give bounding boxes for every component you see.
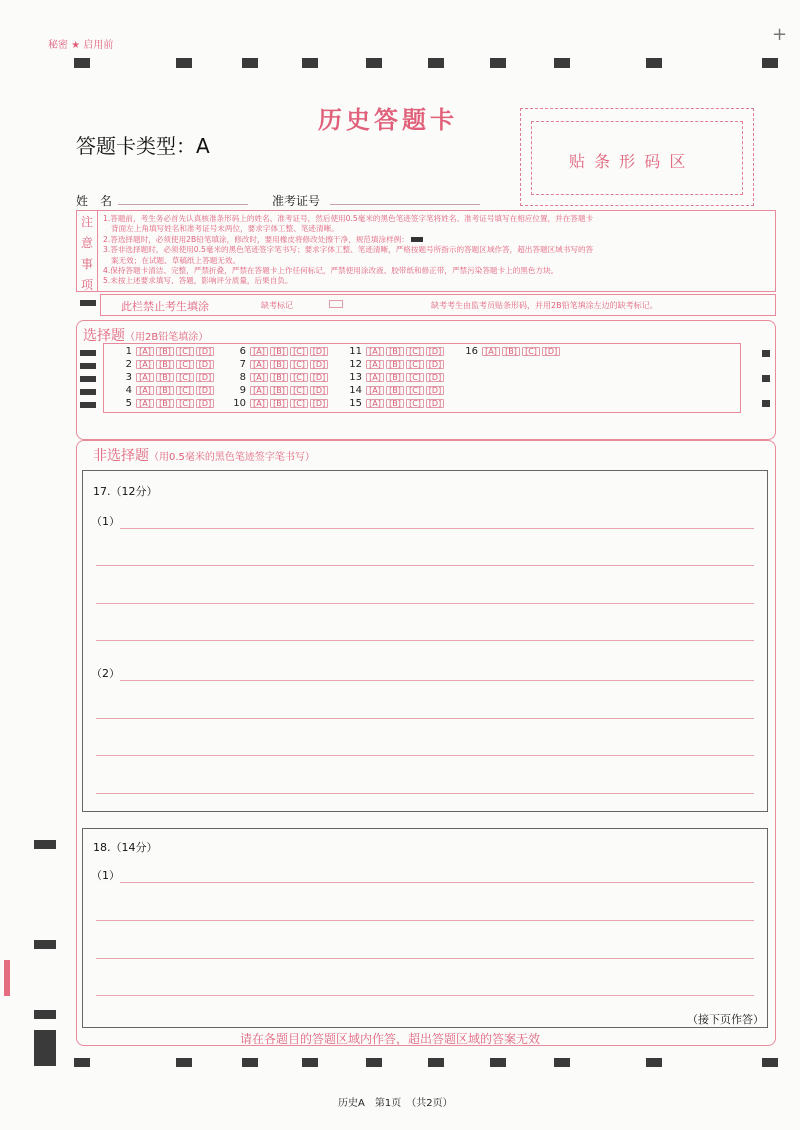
answer-line[interactable] <box>96 995 754 996</box>
timing-mark <box>366 1058 382 1067</box>
answer-line[interactable] <box>96 920 754 921</box>
choice-question-13 <box>348 372 446 383</box>
timing-mark <box>80 389 96 395</box>
notice-line: 案无效；在试题、草稿纸上答题无效。 <box>111 255 241 265</box>
option-bubble-d[interactable]: [D] <box>196 360 214 369</box>
answer-line[interactable] <box>120 528 754 529</box>
choice-question-12 <box>348 359 446 370</box>
question-number: 4 <box>125 385 132 396</box>
option-bubble-d[interactable]: [D] <box>542 347 560 356</box>
q18-label: 18.（14分） <box>93 841 158 854</box>
option-bubble-d[interactable]: [D] <box>426 360 444 369</box>
question-number: 8 <box>239 372 246 383</box>
timing-mark <box>554 1058 570 1067</box>
timing-mark <box>428 58 444 68</box>
question-number: 12 <box>349 359 362 370</box>
timing-mark <box>762 1058 778 1067</box>
timing-mark <box>80 376 96 382</box>
timing-mark <box>80 402 96 408</box>
crosshair-icon: + <box>772 24 788 45</box>
timing-mark <box>80 300 96 306</box>
option-bubble-c[interactable]: [C] <box>406 347 424 356</box>
choice-question-5 <box>118 398 216 409</box>
choice-question-8 <box>232 372 330 383</box>
answer-line[interactable] <box>96 793 754 794</box>
option-bubble-c[interactable]: [C] <box>522 347 540 356</box>
question-number: 16 <box>465 346 478 357</box>
q17-label: 17.（12分） <box>93 485 158 498</box>
timing-mark <box>762 58 778 68</box>
option-bubble-a[interactable]: [A] <box>136 373 154 382</box>
prohibit-label: 此栏禁止考生填涂 <box>121 300 209 313</box>
question-number: 11 <box>349 346 362 357</box>
option-bubble-a[interactable]: [A] <box>250 386 268 395</box>
id-label: 准考证号 <box>272 194 321 208</box>
absent-note: 缺考考生由监考员贴条形码，并用2B铅笔填涂左边的缺考标记。 <box>431 301 658 310</box>
question-number: 14 <box>349 385 362 396</box>
timing-mark <box>762 350 770 357</box>
option-bubble-d[interactable]: [D] <box>426 399 444 408</box>
timing-mark <box>34 1010 56 1019</box>
answer-line[interactable] <box>120 882 754 883</box>
timing-mark <box>428 1058 444 1067</box>
question-number: 5 <box>125 398 132 409</box>
timing-mark <box>34 940 56 949</box>
option-bubble-c[interactable]: [C] <box>290 360 308 369</box>
question-number: 3 <box>125 372 132 383</box>
option-bubble-c[interactable]: [C] <box>290 347 308 356</box>
option-bubble-d[interactable]: [D] <box>310 360 328 369</box>
notice-line: 1.答题前，考生务必首先认真核准条形码上的姓名、准考证号，然后使用0.5毫米的黑色笔迹签字笔将姓名、准考证号填写在相应位置，并在答题卡 <box>103 214 594 223</box>
answer-line[interactable] <box>96 640 754 641</box>
absent-row <box>100 294 776 316</box>
option-bubble-a[interactable]: [A] <box>136 347 154 356</box>
timing-mark <box>242 1058 258 1067</box>
option-bubble-c[interactable]: [C] <box>176 360 194 369</box>
q17-part1: （1） <box>91 515 120 528</box>
option-bubble-b[interactable]: [B] <box>270 399 288 408</box>
timing-mark <box>366 58 382 68</box>
question-number: 2 <box>125 359 132 370</box>
option-bubble-c[interactable]: [C] <box>406 360 424 369</box>
notice-lines <box>103 214 593 287</box>
timing-mark <box>34 840 56 849</box>
option-bubble-a[interactable]: [A] <box>136 386 154 395</box>
option-bubble-a[interactable]: [A] <box>366 360 384 369</box>
option-bubble-a[interactable]: [A] <box>482 347 500 356</box>
notice-side: 注 意 事 项 <box>77 211 98 291</box>
choice-question-4 <box>118 385 216 396</box>
option-bubble-b[interactable]: [B] <box>386 360 404 369</box>
choice-question-11 <box>348 346 446 357</box>
notice-box <box>76 210 776 292</box>
option-bubble-d[interactable]: [D] <box>196 386 214 395</box>
option-bubble-c[interactable]: [C] <box>406 373 424 382</box>
timing-mark <box>176 1058 192 1067</box>
timing-mark <box>242 58 258 68</box>
option-bubble-d[interactable]: [D] <box>426 347 444 356</box>
option-bubble-a[interactable]: [A] <box>136 360 154 369</box>
answer-line[interactable] <box>96 958 754 959</box>
option-bubble-b[interactable]: [B] <box>502 347 520 356</box>
option-bubble-c[interactable]: [C] <box>176 347 194 356</box>
option-bubble-d[interactable]: [D] <box>310 373 328 382</box>
option-bubble-c[interactable]: [C] <box>290 386 308 395</box>
option-bubble-b[interactable]: [B] <box>270 360 288 369</box>
choice-question-16 <box>464 346 562 357</box>
option-bubble-a[interactable]: [A] <box>366 373 384 382</box>
timing-mark <box>762 400 770 407</box>
timing-mark <box>762 375 770 382</box>
card-title: 历史答题卡 <box>318 105 458 134</box>
question-number: 9 <box>239 385 246 396</box>
option-bubble-a[interactable]: [A] <box>366 386 384 395</box>
timing-mark <box>34 1030 56 1066</box>
option-bubble-a[interactable]: [A] <box>136 399 154 408</box>
option-bubble-d[interactable]: [D] <box>310 399 328 408</box>
page-number: 历史A 第1页 （共2页） <box>338 1098 453 1109</box>
choice-question-3 <box>118 372 216 383</box>
choice-question-1 <box>118 346 216 357</box>
footer-warning: 请在各题目的答题区域内作答，超出答题区域的答案无效 <box>240 1032 541 1046</box>
question-number: 6 <box>239 346 246 357</box>
option-bubble-a[interactable]: [A] <box>366 347 384 356</box>
option-bubble-c[interactable]: [C] <box>176 399 194 408</box>
choice-question-15 <box>348 398 446 409</box>
option-bubble-b[interactable]: [B] <box>270 373 288 382</box>
timing-mark <box>490 58 506 68</box>
choice-question-6 <box>232 346 330 357</box>
timing-mark <box>490 1058 506 1067</box>
question-number: 1 <box>125 346 132 357</box>
notice-line: 3.答非选择题时，必须使用0.5毫米的黑色笔迹签字笔书写；要求字体工整、笔迹清晰，严格按题号所指示的答题区域作答，超出答题区域书写的答 <box>103 245 594 255</box>
choice-title: 选择题（用2B铅笔填涂） <box>83 328 209 344</box>
choice-question-7 <box>232 359 330 370</box>
question-number: 7 <box>239 359 246 370</box>
option-bubble-b[interactable]: [B] <box>386 386 404 395</box>
option-bubble-d[interactable]: [D] <box>196 399 214 408</box>
answer-line[interactable] <box>96 565 754 566</box>
q17-part2: （2） <box>91 667 120 680</box>
option-bubble-b[interactable]: [B] <box>156 399 174 408</box>
id-field[interactable] <box>330 204 480 205</box>
timing-mark <box>74 58 90 68</box>
option-bubble-c[interactable]: [C] <box>176 373 194 382</box>
notice-line: 4.保持答题卡清洁、完整，严禁折叠，严禁在答题卡上作任何标记，严禁使用涂改液、胶带纸和修正带，严禁污染答题卡上的黑色方块。 <box>103 266 559 276</box>
choice-question-14 <box>348 385 446 396</box>
option-bubble-c[interactable]: [C] <box>290 373 308 382</box>
timing-mark <box>176 58 192 68</box>
option-bubble-b[interactable]: [B] <box>270 386 288 395</box>
option-bubble-b[interactable]: [B] <box>156 386 174 395</box>
barcode-label: 贴 条 形 码 区 <box>569 152 688 171</box>
nonchoice-title: 非选择题（用0.5毫米的黑色笔迹签字笔书写） <box>93 448 315 464</box>
option-bubble-b[interactable]: [B] <box>386 399 404 408</box>
question-number: 15 <box>349 398 362 409</box>
secret-label: 秘密 ★ 启用前 <box>48 40 114 51</box>
q18-box <box>82 828 768 1028</box>
option-bubble-a[interactable]: [A] <box>250 347 268 356</box>
notice-line: 背面左上角填写姓名和准考证号末两位，要求字体工整、笔迹清晰。 <box>111 224 339 234</box>
option-bubble-b[interactable]: [B] <box>386 373 404 382</box>
timing-mark <box>646 1058 662 1067</box>
answer-line[interactable] <box>120 680 754 681</box>
timing-mark <box>80 363 96 369</box>
option-bubble-c[interactable]: [C] <box>406 399 424 408</box>
option-bubble-b[interactable]: [B] <box>156 373 174 382</box>
timing-mark <box>302 1058 318 1067</box>
timing-mark <box>646 58 662 68</box>
option-bubble-b[interactable]: [B] <box>156 347 174 356</box>
question-number: 13 <box>349 372 362 383</box>
answer-line[interactable] <box>96 718 754 719</box>
absent-label: 缺考标记 <box>261 301 293 310</box>
option-bubble-a[interactable]: [A] <box>250 399 268 408</box>
name-field[interactable] <box>118 204 248 205</box>
timing-mark <box>302 58 318 68</box>
option-bubble-d[interactable]: [D] <box>310 386 328 395</box>
absent-checkbox[interactable] <box>329 300 343 308</box>
option-bubble-a[interactable]: [A] <box>366 399 384 408</box>
card-type: 答题卡类型：A <box>76 134 210 158</box>
answer-line[interactable] <box>96 755 754 756</box>
option-bubble-c[interactable]: [C] <box>176 386 194 395</box>
choice-question-2 <box>118 359 216 370</box>
barcode-area <box>520 108 754 206</box>
option-bubble-d[interactable]: [D] <box>426 373 444 382</box>
question-number: 10 <box>233 398 246 409</box>
option-bubble-d[interactable]: [D] <box>196 347 214 356</box>
q18-part1: （1） <box>91 869 120 882</box>
choice-question-9 <box>232 385 330 396</box>
notice-line: 2.答选择题时，必须使用2B铅笔填涂，修改时，要用橡皮将修改处擦干净，规范填涂样例： <box>103 235 593 245</box>
notice-line: 5.未按上述要求填写、答题，影响评分质量，后果自负。 <box>103 276 293 286</box>
option-bubble-b[interactable]: [B] <box>386 347 404 356</box>
timing-mark <box>80 350 96 356</box>
timing-mark <box>554 58 570 68</box>
option-bubble-c[interactable]: [C] <box>406 386 424 395</box>
option-bubble-a[interactable]: [A] <box>250 360 268 369</box>
option-bubble-c[interactable]: [C] <box>290 399 308 408</box>
option-bubble-d[interactable]: [D] <box>310 347 328 356</box>
option-bubble-d[interactable]: [D] <box>426 386 444 395</box>
option-bubble-b[interactable]: [B] <box>270 347 288 356</box>
choice-question-10 <box>232 398 330 409</box>
edge-strip <box>4 960 10 996</box>
timing-mark <box>74 1058 90 1067</box>
answer-line[interactable] <box>96 603 754 604</box>
name-label: 姓 名 <box>76 194 113 208</box>
q17-box <box>82 470 768 812</box>
option-bubble-a[interactable]: [A] <box>250 373 268 382</box>
option-bubble-b[interactable]: [B] <box>156 360 174 369</box>
continue-note: （接下页作答） <box>687 1013 764 1026</box>
option-bubble-d[interactable]: [D] <box>196 373 214 382</box>
